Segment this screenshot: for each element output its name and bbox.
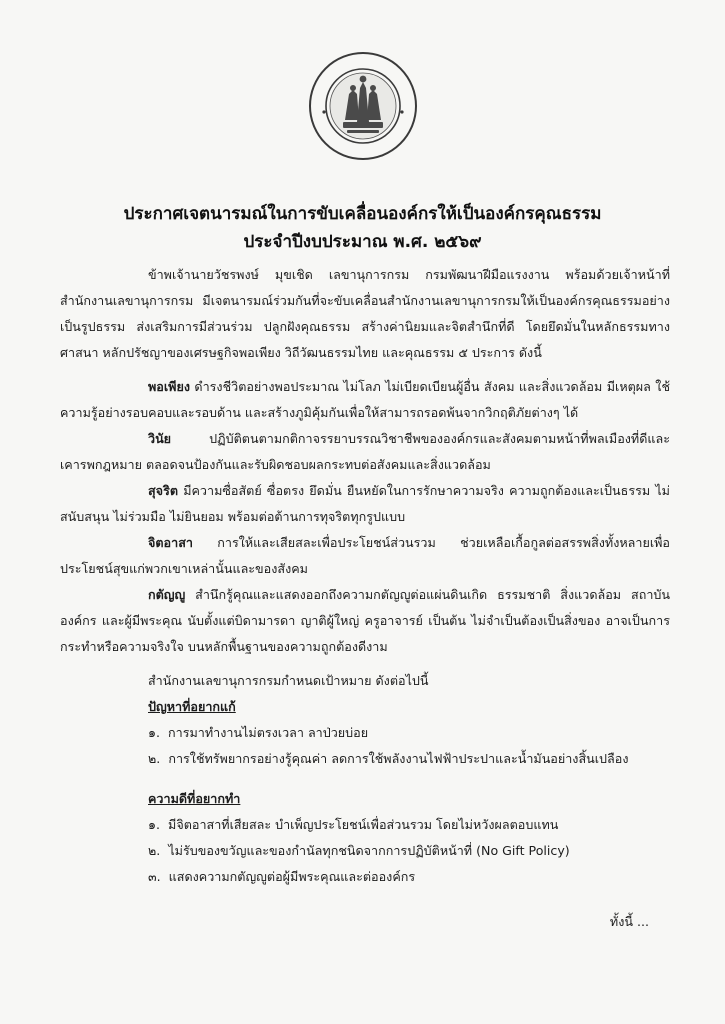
virtue-term: จิตอาสา <box>148 535 193 550</box>
list-text: การใช้ทรัพยากรอย่างรู้คุณค่า ลดการใช้พลังงานไฟฟ้าประปาและน้ำมันอย่างสิ้นเปลือง <box>168 751 629 766</box>
seal-emblem-icon <box>307 50 419 162</box>
virtue-discipline <box>60 426 670 478</box>
closing-continuation: ทั้งนี้ ... <box>609 914 649 929</box>
list-text: ไม่รับของขวัญและของกำนัลทุกชนิดจากการปฏิบัติหน้าที่ (No Gift Policy) <box>168 843 570 858</box>
virtue-term: กตัญญู <box>148 587 186 602</box>
virtue-term: วินัย <box>148 431 172 446</box>
list-text: การมาทำงานไม่ตรงเวลา ลาป่วยบ่อย <box>168 725 369 740</box>
list-number: ๑. <box>148 725 160 740</box>
targets-intro: สำนักงานเลขานุการกรมกำหนดเป้าหมาย ดังต่อไปนี้ <box>148 673 429 688</box>
list-item <box>60 720 670 746</box>
list-item <box>60 746 670 772</box>
virtue-text: ปฏิบัติตนตามกติกาจรรยาบรรณวิชาชีพขององค์กรและสังคมตามหน้าที่พลเมืองที่ดีและเคารพกฎหมาย ตลอดจนป้องกันและรับผิดชอบผลกระทบต่อสังคมและสิ่งแวดล้อม <box>60 431 670 472</box>
virtue-text: มีความซื่อสัตย์ ซื่อตรง ยึดมั่น ยืนหยัดในการรักษาความจริง ความถูกต้องและเป็นธรรม ไม่สนับสนุน ไม่ร่วมมือ ไม่ยินยอม พร้อมต่อต้านการทุจริตทุกรูปแบบ <box>60 483 670 524</box>
virtue-text: สำนึกรู้คุณและแสดงออกถึงความกตัญญูต่อแผ่นดินเกิด ธรรมชาติ สิ่งแวดล้อม สถาบันองค์กร และผู้มีพระคุณ นับตั้งแต่บิดามารดา ญาติผู้ใหญ่ ครูอาจารย์ เป็นต้น ไม่จำเป็นต้องเป็นสิ่งของ อาจเป็นการกระทำหรือความจริงใจ บนหลักพื้นฐานของความถูกต้องดีงาม <box>60 587 670 654</box>
virtue-sufficiency <box>60 374 670 426</box>
virtue-volunteer <box>60 530 670 582</box>
virtue-text: การให้และเสียสละเพื่อประโยชน์ส่วนรวม ช่วยเหลือเกื้อกูลต่อสรรพสิ่งทั้งหลายเพื่อประโยชน์สุขแก่พวกเขาเหล่านั้นและของสังคม <box>60 535 670 576</box>
virtue-gratitude <box>60 582 670 660</box>
announcement-subtitle: ประจำปีงบประมาณ พ.ศ. ๒๕๖๙ <box>243 232 482 252</box>
list-number: ๒. <box>148 843 161 858</box>
list-item <box>60 838 670 864</box>
list-text: แสดงความกตัญญูต่อผู้มีพระคุณและต่อองค์กร <box>168 869 416 884</box>
list-text: มีจิตอาสาที่เสียสละ บำเพ็ญประโยชน์เพื่อส่วนรวม โดยไม่หวังผลตอบแทน <box>168 817 559 832</box>
intro-paragraph: ข้าพเจ้านายวัชรพงษ์ มุขเชิด เลขานุการกรม กรมพัฒนาฝีมือแรงงาน พร้อมด้วยเจ้าหน้าที่สำนักงานเลขานุการกรม มีเจตนารมณ์ร่วมกันที่จะขับเคลื่อนสำนักงานเลขานุการกรมให้เป็นองค์กรคุณธรรมอย่างเป็นรูปธรรม ส่งเสริมการมีส่วนร่วม ปลูกฝังคุณธรรม สร้างค่านิยมและจิตสำนึกที่ดี โดยยึดมั่นในหลักธรรมทางศาสนา หลักปรัชญาของเศรษฐกิจพอเพียง วิถีวัฒนธรรมไทย และคุณธรรม ๕ ประการ ดังนี้ <box>60 267 670 360</box>
list-number: ๑. <box>148 817 160 832</box>
virtue-term: พอเพียง <box>148 379 190 394</box>
problems-heading: ปัญหาที่อยากแก้ <box>148 699 236 714</box>
document-body <box>60 262 670 890</box>
list-number: ๓. <box>148 869 161 884</box>
virtue-term: สุจริต <box>148 483 179 498</box>
list-item <box>60 864 670 890</box>
virtue-honesty <box>60 478 670 530</box>
department-seal-logo <box>307 50 419 162</box>
goodness-heading: ความดีที่อยากทำ <box>148 791 241 806</box>
virtue-text: ดำรงชีวิตอย่างพอประมาณ ไม่โลภ ไม่เบียดเบียนผู้อื่น สังคม และสิ่งแวดล้อม มีเหตุผล ใช้ความรู้อย่างรอบคอบและรอบด้าน และสร้างภูมิคุ้มกันเพื่อให้สามารถรอดพ้นจากวิกฤติภัยต่างๆ ได้ <box>60 379 670 420</box>
list-item <box>60 812 670 838</box>
announcement-title: ประกาศเจตนารมณ์ในการขับเคลื่อนองค์กรให้เป็นองค์กรคุณธรรม <box>123 204 602 224</box>
list-number: ๒. <box>148 751 161 766</box>
